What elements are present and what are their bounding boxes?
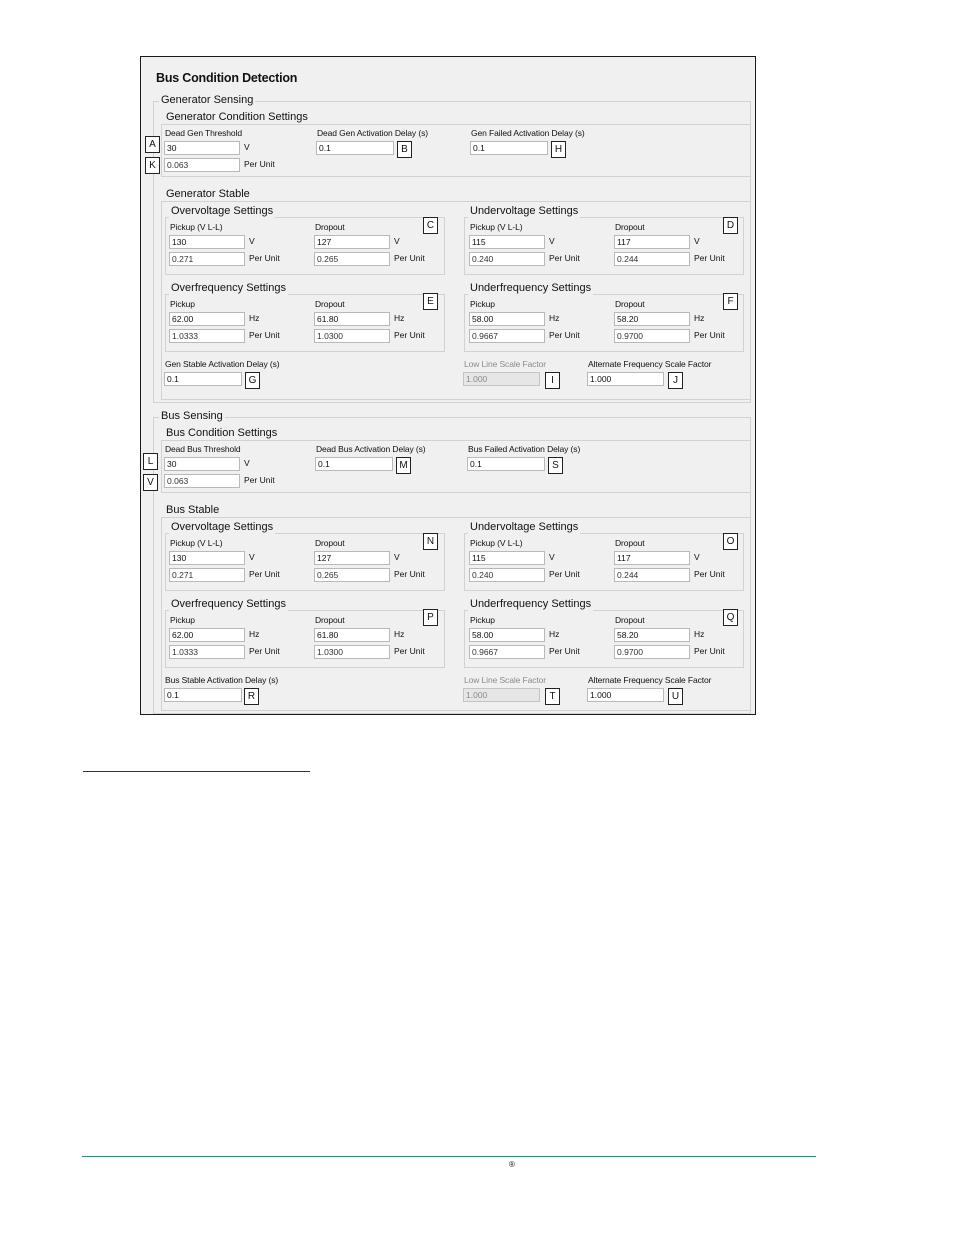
per-unit-label: Per Unit <box>549 253 580 263</box>
bus-ov-dropout-input[interactable]: 127 <box>314 551 390 565</box>
gen-uv-dropout-pu-input[interactable]: 0.244 <box>614 252 690 266</box>
gen-of-pickup-input[interactable]: 62.00 <box>169 312 245 326</box>
dead-gen-threshold-label: Dead Gen Threshold <box>165 128 242 138</box>
gen-uv-dropout-label: Dropout <box>615 222 645 232</box>
gen-uf-dropout-unit: Hz <box>694 313 705 323</box>
per-unit-label: Per Unit <box>694 253 725 263</box>
bus-ov-dropout-unit: V <box>394 552 400 562</box>
per-unit-label: Per Unit <box>694 330 725 340</box>
gen-uf-dropout-input[interactable]: 58.20 <box>614 312 690 326</box>
gen-ov-dropout-unit: V <box>394 236 400 246</box>
gen-ov-dropout-pu-input[interactable]: 0.265 <box>314 252 390 266</box>
callout-f: F <box>723 293 738 310</box>
gen-of-dropout-unit: Hz <box>394 313 405 323</box>
callout-t: T <box>545 688 560 705</box>
dead-bus-threshold-pu-input[interactable]: 0.063 <box>164 474 240 488</box>
callout-c: C <box>423 217 438 234</box>
gen-uf-dropout-pu-input[interactable]: 0.9700 <box>614 329 690 343</box>
bus-stable-title: Bus Stable <box>166 504 220 516</box>
per-unit-label: Per Unit <box>244 159 275 169</box>
per-unit-label: Per Unit <box>394 253 425 263</box>
bus-uv-dropout-input[interactable]: 117 <box>614 551 690 565</box>
bus-uv-dropout-label: Dropout <box>615 538 645 548</box>
gen-of-pickup-unit: Hz <box>249 313 260 323</box>
per-unit-label: Per Unit <box>249 646 280 656</box>
bus-failed-delay-label: Bus Failed Activation Delay (s) <box>468 444 581 454</box>
bus-uv-dropout-unit: V <box>694 552 700 562</box>
gen-undervoltage-title: Undervoltage Settings <box>470 205 579 217</box>
bus-condition-detection-panel <box>140 56 756 715</box>
gen-low-line-label: Low Line Scale Factor <box>464 359 546 369</box>
dead-bus-threshold-input[interactable]: 30 <box>164 457 240 471</box>
per-unit-label: Per Unit <box>549 330 580 340</box>
bus-of-pickup-pu-input[interactable]: 1.0333 <box>169 645 245 659</box>
bus-uf-pickup-pu-input[interactable]: 0.9667 <box>469 645 545 659</box>
bus-overvoltage-title: Overvoltage Settings <box>171 521 274 533</box>
bus-low-line-input: 1.000 <box>463 688 540 702</box>
gen-of-pickup-label: Pickup <box>170 299 195 309</box>
bus-uf-dropout-pu-input[interactable]: 0.9700 <box>614 645 690 659</box>
dead-gen-threshold-input[interactable]: 30 <box>164 141 240 155</box>
callout-a: A <box>145 136 160 153</box>
bus-uv-dropout-pu-input[interactable]: 0.244 <box>614 568 690 582</box>
bus-stable-delay-input[interactable]: 0.1 <box>164 688 242 702</box>
gen-of-dropout-label: Dropout <box>315 299 345 309</box>
bus-uv-pickup-unit: V <box>549 552 555 562</box>
bus-of-dropout-pu-input[interactable]: 1.0300 <box>314 645 390 659</box>
bus-uv-pickup-input[interactable]: 115 <box>469 551 545 565</box>
gen-overvoltage-title: Overvoltage Settings <box>171 205 274 217</box>
dead-bus-threshold-label: Dead Bus Threshold <box>165 444 241 454</box>
dead-bus-delay-input[interactable]: 0.1 <box>315 457 393 471</box>
bus-ov-pickup-input[interactable]: 130 <box>169 551 245 565</box>
per-unit-label: Per Unit <box>694 646 725 656</box>
callout-o: O <box>723 533 738 550</box>
gen-uv-dropout-input[interactable]: 117 <box>614 235 690 249</box>
footer-rule <box>82 1156 816 1157</box>
callout-u: U <box>668 688 683 705</box>
callout-m: M <box>396 457 411 474</box>
dead-gen-delay-label: Dead Gen Activation Delay (s) <box>317 128 428 138</box>
per-unit-label: Per Unit <box>249 330 280 340</box>
bus-low-line-label: Low Line Scale Factor <box>464 675 546 685</box>
callout-l: L <box>143 453 158 470</box>
footnote-separator <box>83 771 310 772</box>
callout-s: S <box>548 457 563 474</box>
bus-of-dropout-unit: Hz <box>394 629 405 639</box>
bus-of-dropout-input[interactable]: 61.80 <box>314 628 390 642</box>
bus-stable-delay-label: Bus Stable Activation Delay (s) <box>165 675 279 685</box>
callout-q: Q <box>723 609 738 626</box>
gen-stable-delay-label: Gen Stable Activation Delay (s) <box>165 359 280 369</box>
panel-title: Bus Condition Detection <box>156 71 298 85</box>
bus-of-pickup-unit: Hz <box>249 629 260 639</box>
registered-mark: ® <box>509 1160 515 1169</box>
bus-uf-dropout-label: Dropout <box>615 615 645 625</box>
callout-r: R <box>244 688 259 705</box>
per-unit-label: Per Unit <box>549 569 580 579</box>
per-unit-label: Per Unit <box>394 646 425 656</box>
bus-sensing-title: Bus Sensing <box>161 410 223 422</box>
bus-ov-dropout-label: Dropout <box>315 538 345 548</box>
gen-underfrequency-title: Underfrequency Settings <box>470 282 592 294</box>
bus-ov-pickup-pu-input[interactable]: 0.271 <box>169 568 245 582</box>
per-unit-label: Per Unit <box>394 569 425 579</box>
callout-v: V <box>143 474 158 491</box>
callout-b: B <box>397 141 412 158</box>
bus-uv-pickup-label: Pickup (V L-L) <box>470 538 523 548</box>
gen-ov-dropout-label: Dropout <box>315 222 345 232</box>
dead-bus-delay-label: Dead Bus Activation Delay (s) <box>316 444 426 454</box>
per-unit-label: Per Unit <box>694 569 725 579</box>
bus-ov-dropout-pu-input[interactable]: 0.265 <box>314 568 390 582</box>
bus-of-pickup-label: Pickup <box>170 615 195 625</box>
generator-stable-title: Generator Stable <box>166 188 250 200</box>
gen-of-dropout-pu-input[interactable]: 1.0300 <box>314 329 390 343</box>
dead-gen-delay-input[interactable]: 0.1 <box>316 141 394 155</box>
bus-uv-pickup-pu-input[interactable]: 0.240 <box>469 568 545 582</box>
gen-failed-delay-input[interactable]: 0.1 <box>470 141 548 155</box>
gen-of-dropout-input[interactable]: 61.80 <box>314 312 390 326</box>
per-unit-label: Per Unit <box>394 330 425 340</box>
callout-k: K <box>145 157 160 174</box>
gen-ov-dropout-input[interactable]: 127 <box>314 235 390 249</box>
bus-uf-pickup-unit: Hz <box>549 629 560 639</box>
gen-of-pickup-pu-input[interactable]: 1.0333 <box>169 329 245 343</box>
per-unit-label: Per Unit <box>549 646 580 656</box>
per-unit-label: Per Unit <box>249 569 280 579</box>
gen-uf-pickup-unit: Hz <box>549 313 560 323</box>
gen-alt-freq-input[interactable]: 1.000 <box>587 372 664 386</box>
dead-gen-threshold-pu-input[interactable]: 0.063 <box>164 158 240 172</box>
dead-bus-threshold-unit: V <box>244 458 250 468</box>
gen-ov-pickup-pu-input[interactable]: 0.271 <box>169 252 245 266</box>
gen-alt-freq-label: Alternate Frequency Scale Factor <box>588 359 712 369</box>
gen-uv-pickup-input[interactable]: 115 <box>469 235 545 249</box>
bus-of-pickup-input[interactable]: 62.00 <box>169 628 245 642</box>
bus-ov-pickup-label: Pickup (V L-L) <box>170 538 223 548</box>
gen-uf-pickup-label: Pickup <box>470 299 495 309</box>
bus-failed-delay-input[interactable]: 0.1 <box>467 457 545 471</box>
gen-failed-delay-label: Gen Failed Activation Delay (s) <box>471 128 585 138</box>
per-unit-label: Per Unit <box>244 475 275 485</box>
callout-i: I <box>545 372 560 389</box>
gen-ov-pickup-input[interactable]: 130 <box>169 235 245 249</box>
gen-ov-pickup-label: Pickup (V L-L) <box>170 222 223 232</box>
generator-sensing-title: Generator Sensing <box>161 94 254 106</box>
gen-uv-pickup-label: Pickup (V L-L) <box>470 222 523 232</box>
gen-overfrequency-title: Overfrequency Settings <box>171 282 286 294</box>
callout-h: H <box>551 141 566 158</box>
callout-d: D <box>723 217 738 234</box>
callout-g: G <box>245 372 260 389</box>
bus-alt-freq-input[interactable]: 1.000 <box>587 688 664 702</box>
bus-uf-dropout-unit: Hz <box>694 629 705 639</box>
gen-uv-pickup-unit: V <box>549 236 555 246</box>
gen-uv-dropout-unit: V <box>694 236 700 246</box>
gen-uf-pickup-pu-input[interactable]: 0.9667 <box>469 329 545 343</box>
bus-uf-pickup-label: Pickup <box>470 615 495 625</box>
callout-j: J <box>668 372 683 389</box>
bus-underfrequency-title: Underfrequency Settings <box>470 598 592 610</box>
bus-undervoltage-title: Undervoltage Settings <box>470 521 579 533</box>
bus-uf-dropout-input[interactable]: 58.20 <box>614 628 690 642</box>
per-unit-label: Per Unit <box>249 253 280 263</box>
bus-uf-pickup-input[interactable]: 58.00 <box>469 628 545 642</box>
bus-of-dropout-label: Dropout <box>315 615 345 625</box>
bus-condition-title: Bus Condition Settings <box>166 427 278 439</box>
generator-condition-title: Generator Condition Settings <box>166 111 308 123</box>
callout-e: E <box>423 293 438 310</box>
bus-ov-pickup-unit: V <box>249 552 255 562</box>
gen-uv-pickup-pu-input[interactable]: 0.240 <box>469 252 545 266</box>
gen-uf-dropout-label: Dropout <box>615 299 645 309</box>
callout-p: P <box>423 609 438 626</box>
callout-n: N <box>423 533 438 550</box>
bus-overfrequency-title: Overfrequency Settings <box>171 598 286 610</box>
gen-stable-delay-input[interactable]: 0.1 <box>164 372 242 386</box>
gen-uf-pickup-input[interactable]: 58.00 <box>469 312 545 326</box>
gen-low-line-input: 1.000 <box>463 372 540 386</box>
dead-gen-threshold-unit: V <box>244 142 250 152</box>
bus-alt-freq-label: Alternate Frequency Scale Factor <box>588 675 712 685</box>
gen-ov-pickup-unit: V <box>249 236 255 246</box>
